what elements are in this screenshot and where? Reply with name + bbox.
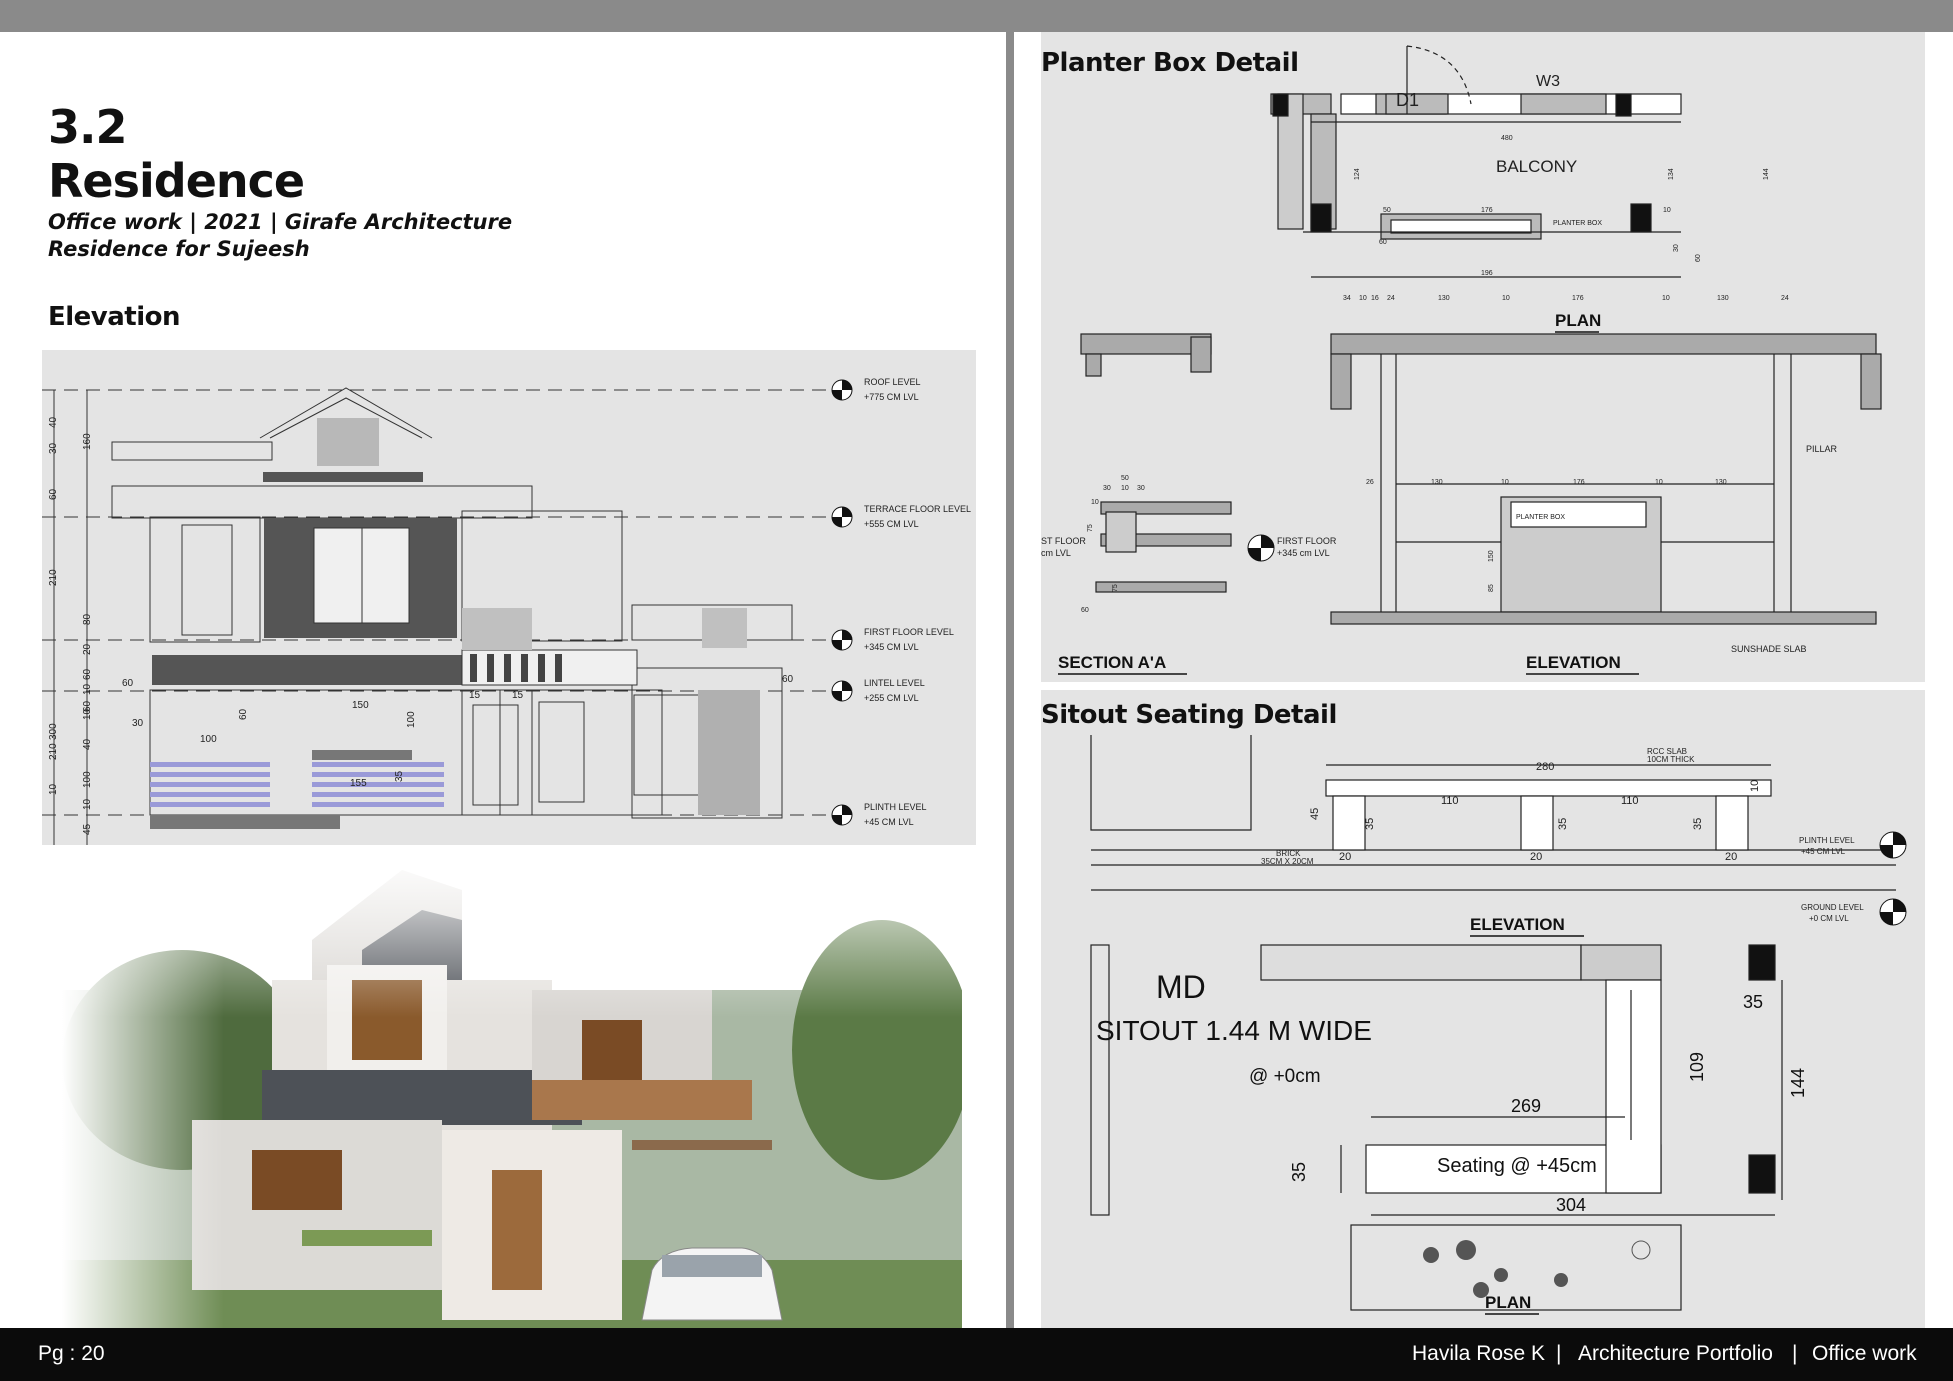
page-divider <box>1006 32 1014 1328</box>
dim-label: 10 <box>1502 295 1510 302</box>
rcc-thickness: 10CM THICK <box>1647 755 1695 764</box>
dim-label: 100 <box>82 771 93 788</box>
dim-label: 60 <box>82 668 93 680</box>
dim-label: 35 <box>1692 817 1704 830</box>
level-value: +345 CM LVL <box>864 642 919 652</box>
dim-label: 124 <box>1354 168 1361 180</box>
dim-label: 60 <box>82 700 93 712</box>
dim-label: 144 <box>1788 1067 1808 1098</box>
dim-label: 24 <box>1781 295 1789 302</box>
dim-label: 10 <box>1655 479 1663 486</box>
dim-label: 35 <box>1289 1161 1309 1182</box>
dim-label: 130 <box>1431 479 1443 486</box>
first-floor-level: +345 cm LVL <box>1277 548 1330 558</box>
seating-label: Seating @ +45cm <box>1437 1155 1597 1177</box>
level-name: PLINTH LEVEL <box>864 802 927 812</box>
level-value: +255 CM LVL <box>864 693 919 703</box>
dim-label: 85 <box>1488 584 1495 592</box>
dim-label: 196 <box>1481 270 1493 277</box>
dim-label: 20 <box>1725 851 1738 863</box>
house-rendering <box>62 850 962 1328</box>
level-value: +555 CM LVL <box>864 519 919 529</box>
page-number: Pg : 20 <box>38 1342 105 1365</box>
dim-label: 60 <box>1379 239 1387 246</box>
elevation-panel <box>42 350 976 845</box>
dim-label: 176 <box>1481 207 1493 214</box>
dim-label: 35 <box>394 770 405 782</box>
dim-label: 60 <box>1695 254 1702 262</box>
dim-label: 40 <box>82 738 93 750</box>
dim-label: 210 <box>48 569 59 586</box>
dim-label: 15 <box>512 690 524 701</box>
dim-label: 130 <box>1438 295 1450 302</box>
brick-label: BRICK <box>1276 849 1301 858</box>
dim-label: 160 <box>82 433 93 450</box>
ground-level: +0 CM LVL <box>1809 914 1849 923</box>
dim-label: 300 <box>48 723 59 740</box>
dim-label: 24 <box>1387 295 1395 302</box>
elevation-drawing <box>42 350 976 845</box>
author-name: Havila Rose K <box>1412 1342 1546 1365</box>
plan-label: PLAN <box>1555 311 1602 330</box>
dim-label: 10 <box>1091 499 1099 506</box>
dim-label: 30 <box>132 718 144 729</box>
dim-label: 50 <box>1383 207 1391 214</box>
dim-label: 210 <box>48 743 59 760</box>
planter-box-label: PLANTER BOX <box>1553 220 1603 227</box>
dim-label: 50 <box>1121 475 1129 482</box>
dim-label: 10 <box>48 783 59 795</box>
dim-label: 30 <box>1673 244 1680 252</box>
dim-label: 130 <box>1717 295 1729 302</box>
sitout-heading: Sitout Seating Detail <box>1041 700 1337 730</box>
dim-label: 35 <box>1557 817 1569 830</box>
portfolio-label: Architecture Portfolio <box>1578 1342 1773 1365</box>
dim-label: 134 <box>1668 168 1675 180</box>
elevation-heading: Elevation <box>48 302 181 332</box>
dim-label: 10 <box>1359 295 1367 302</box>
dim-label: 30 <box>1137 485 1145 492</box>
footer-separator: | <box>1792 1342 1798 1365</box>
dim-label: 20 <box>82 643 93 655</box>
project-meta: Office work | 2021 | Girafe Architecture <box>48 210 513 234</box>
plinth-level: +45 CM LVL <box>1801 847 1846 856</box>
planter-box-label: PLANTER BOX <box>1516 514 1566 521</box>
top-bar <box>0 0 1953 32</box>
level-value: +45 CM LVL <box>864 817 914 827</box>
first-floor-cut-label: ST FLOOR <box>1041 536 1086 546</box>
dim-label: 150 <box>352 700 369 711</box>
dim-label: 100 <box>406 711 417 728</box>
sitout-level-label: @ +0cm <box>1249 1066 1321 1087</box>
project-client: Residence for Sujeesh <box>48 237 310 261</box>
dim-label: 176 <box>1573 479 1585 486</box>
first-floor-cut-level: cm LVL <box>1041 548 1071 558</box>
level-name: ROOF LEVEL <box>864 377 921 387</box>
dim-label: 26 <box>1366 479 1374 486</box>
dim-label: 60 <box>48 488 59 500</box>
dim-label: 100 <box>200 734 217 745</box>
dim-label: 176 <box>1572 295 1584 302</box>
dim-label: 10 <box>1121 485 1129 492</box>
dim-label: 10 <box>82 683 93 695</box>
md-label: MD <box>1156 969 1206 1005</box>
dim-label: 75 <box>1112 584 1119 592</box>
planter-drawing <box>1041 32 1925 682</box>
dim-label: 144 <box>1763 168 1770 180</box>
w3-label: W3 <box>1536 73 1560 90</box>
dim-label: 60 <box>122 678 134 689</box>
dim-label: 480 <box>1501 135 1513 142</box>
level-value: +775 CM LVL <box>864 392 919 402</box>
dim-label: 45 <box>1309 807 1321 820</box>
dim-label: 40 <box>48 416 59 428</box>
dim-label: 304 <box>1556 1195 1587 1215</box>
rcc-label: RCC SLAB <box>1647 747 1688 756</box>
dim-label: 10 <box>82 708 93 720</box>
dim-label: 110 <box>1441 795 1459 807</box>
footer-separator: | <box>1556 1342 1562 1365</box>
level-name: FIRST FLOOR LEVEL <box>864 627 954 637</box>
level-name: LINTEL LEVEL <box>864 678 925 688</box>
ground-label: GROUND LEVEL <box>1801 903 1864 912</box>
dim-label: 109 <box>1687 1051 1707 1082</box>
balcony-label: BALCONY <box>1496 157 1578 176</box>
footer <box>0 1328 1953 1381</box>
dim-label: 34 <box>1343 295 1351 302</box>
brick-size: 35CM X 20CM <box>1261 857 1314 866</box>
dim-label: 30 <box>1103 485 1111 492</box>
planter-heading: Planter Box Detail <box>1041 48 1299 78</box>
sitout-plan-label: PLAN <box>1485 1293 1532 1312</box>
dim-label: 60 <box>782 674 794 685</box>
dim-label: 75 <box>1087 524 1094 532</box>
dim-label: 155 <box>350 778 367 789</box>
dim-label: 269 <box>1511 1096 1542 1116</box>
sitout-elevation-label: ELEVATION <box>1470 915 1565 934</box>
page-title: Residence <box>48 154 305 208</box>
dim-label: 20 <box>1339 851 1352 863</box>
dim-label: 280 <box>1536 761 1555 773</box>
dim-label: 15 <box>469 690 481 701</box>
d1-label: D1 <box>1396 90 1420 110</box>
sitout-width-label: SITOUT 1.44 M WIDE <box>1096 1015 1372 1046</box>
dim-label: 10 <box>82 798 93 810</box>
elevation-label: ELEVATION <box>1526 653 1621 672</box>
dim-label: 16 <box>1371 295 1379 302</box>
dim-label: 110 <box>1621 795 1639 807</box>
pillar-label: PILLAR <box>1806 444 1838 454</box>
dim-label: 60 <box>238 708 249 720</box>
dim-label: 20 <box>1530 851 1543 863</box>
dim-label: 10 <box>1663 207 1671 214</box>
section-number: 3.2 <box>48 100 127 154</box>
dim-label: 30 <box>48 442 59 454</box>
dim-label: 150 <box>1488 550 1495 562</box>
dim-label: 10 <box>1749 779 1761 792</box>
plinth-label: PLINTH LEVEL <box>1799 836 1855 845</box>
first-floor-label: FIRST FLOOR <box>1277 536 1337 546</box>
sunshade-label: SUNSHADE SLAB <box>1731 644 1807 654</box>
dim-label: 10 <box>1662 295 1670 302</box>
dim-label: 35 <box>1364 817 1376 830</box>
dim-label: 45 <box>82 823 93 835</box>
dim-label: 60 <box>1081 607 1089 614</box>
dim-label: 10 <box>1501 479 1509 486</box>
dim-label: 35 <box>1743 992 1764 1012</box>
sitout-drawing <box>1041 690 1925 1328</box>
section-label: SECTION A'A <box>1058 653 1167 672</box>
section-label: Office work <box>1812 1342 1917 1365</box>
level-name: TERRACE FLOOR LEVEL <box>864 504 972 514</box>
dim-label: 80 <box>82 613 93 625</box>
dim-label: 130 <box>1715 479 1727 486</box>
